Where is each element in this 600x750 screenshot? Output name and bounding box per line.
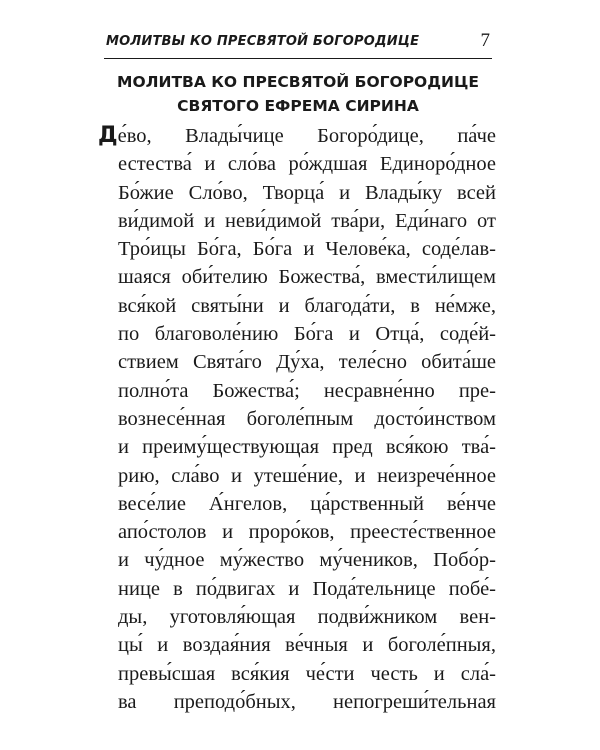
text-line-1 bbox=[98, 122, 496, 150]
text-line: цы́ и воздая́ния ве́чныя и боголе́пныя, bbox=[118, 634, 496, 657]
text-line: естества́ и сло́ва ро́ждшая Единоро́дное bbox=[118, 153, 496, 176]
text-line: и преиму́ществующая пред вся́кою тва́- bbox=[118, 436, 496, 459]
text-line-1-rest: е́во, Влады́чице Богоро́дице, па́че bbox=[117, 125, 496, 147]
text-line: по благоволе́нию Бо́га и Отца́, соде́й- bbox=[118, 323, 496, 346]
running-head bbox=[104, 28, 492, 58]
text-line: ва преподо́бных, непогреши́тельная bbox=[118, 690, 496, 713]
text-line: полно́та Божества́; несравне́нно пре- bbox=[118, 379, 496, 402]
prayer-heading bbox=[104, 70, 492, 118]
text-line: нице в по́двигах и Пода́тельнице побе́- bbox=[118, 577, 496, 600]
text-line: ствием Свята́го Ду́ха, теле́сно обита́ше bbox=[118, 351, 496, 374]
text-line: превы́сшая вся́кия че́сти честь и сла́- bbox=[118, 662, 496, 685]
text-line: вся́кой святы́ни и благода́ти, в не́мже, bbox=[118, 294, 496, 317]
text-line: ды, уготовля́ющая подви́жником вен- bbox=[118, 606, 496, 629]
prayer-heading-line-1: МОЛИТВА КО ПРЕСВЯТОЙ БОГОРОДИЦЕ bbox=[117, 73, 479, 91]
page-number: 7 bbox=[480, 30, 490, 51]
prayer-text bbox=[98, 122, 496, 716]
running-head-title: МОЛИТВЫ КО ПРЕСВЯТОЙ БОГОРОДИЦЕ bbox=[106, 34, 420, 49]
initial-letter: Д bbox=[98, 123, 118, 148]
text-line: Тро́ицы Бо́га, Бо́га и Челове́ка, соде́лав- bbox=[118, 238, 496, 261]
text-line: рию, сла́во и утеше́ние, и неизрече́нное bbox=[118, 464, 496, 487]
text-line: Бо́жие Сло́во, Творца́ и Влады́ку всей bbox=[118, 181, 496, 204]
header-rule bbox=[104, 58, 492, 59]
text-line: шаяся оби́телию Божества́, вмести́лищем bbox=[118, 266, 496, 289]
text-line: и чу́дное му́жество му́чеников, Побо́р- bbox=[118, 549, 496, 572]
text-line: весе́лие А́нгелов, ца́рственный ве́нче bbox=[118, 492, 496, 515]
prayer-heading-line-2: СВЯТОГО ЕФРЕМА СИРИНА bbox=[177, 97, 419, 115]
text-line: вознесе́нная боголе́пным досто́инством bbox=[118, 407, 496, 430]
text-line: ви́димой и неви́димой тва́ри, Еди́наго от bbox=[118, 209, 496, 232]
text-line: апо́столов и проро́ков, преесте́ственное bbox=[118, 521, 496, 544]
